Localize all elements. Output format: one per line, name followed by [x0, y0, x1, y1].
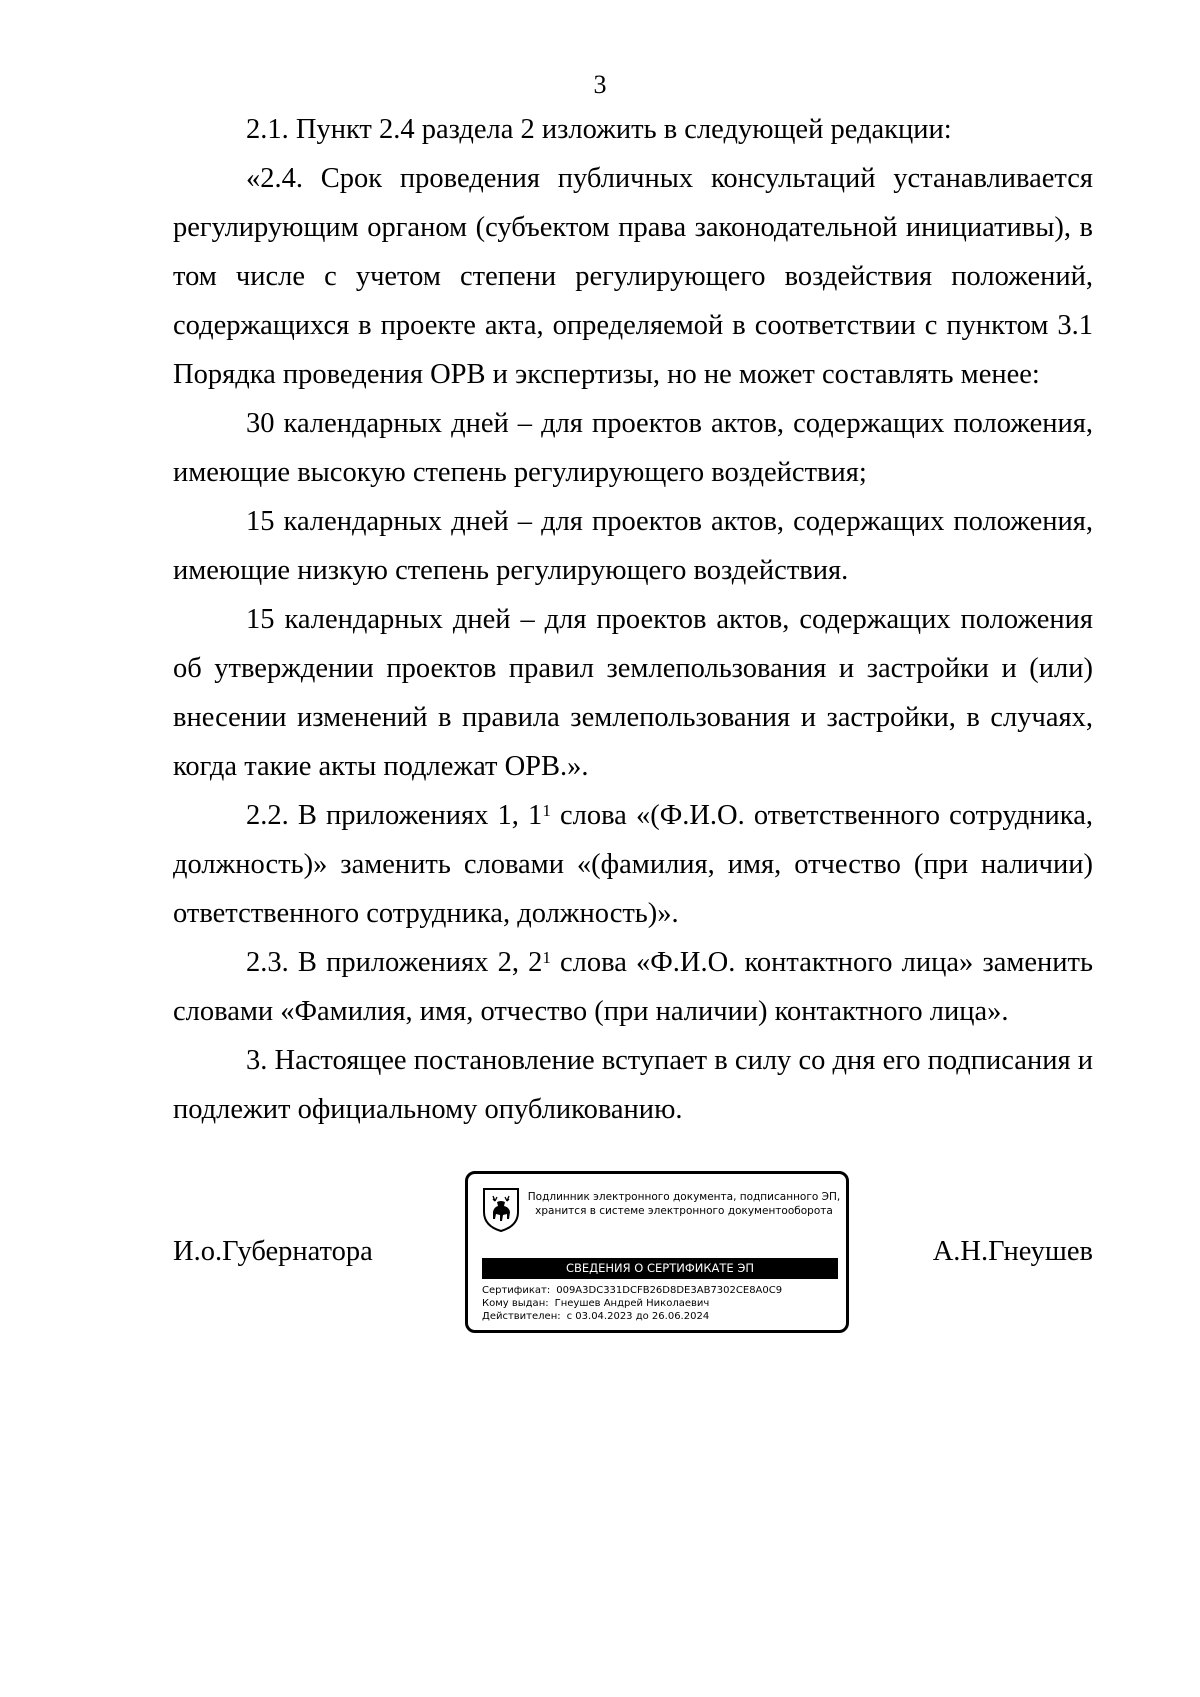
- superscript-1: 1: [542, 800, 551, 820]
- stamp-owner-row: [482, 1297, 842, 1310]
- paragraph-15-days-low: 15 календарных дней – для проектов актов, содержащих положения, имеющие низкую степень регулирующего воздействия.: [173, 506, 1093, 586]
- stamp-header-line-1: Подлинник электронного документа, подписанного ЭП,: [527, 1191, 841, 1203]
- stamp-header-line-2: хранится в системе электронного документооборота: [535, 1205, 833, 1217]
- paragraph-2-2-text-b: слова «(Ф.И.О. ответственного сотрудника, должность)» заменить словами «(фамилия, имя, отчество (при наличии) ответственного сотрудника, должность)».: [173, 800, 1093, 929]
- deer-coat-of-arms-icon: [481, 1186, 521, 1233]
- electronic-signature-stamp: [465, 1171, 849, 1333]
- stamp-cert-label: Сертификат:: [482, 1285, 551, 1296]
- stamp-certificate-bar: СВЕДЕНИЯ О СЕРТИФИКАТЕ ЭП: [482, 1258, 838, 1279]
- paragraph-2-2-text-a: 2.2. В приложениях 1, 1: [246, 800, 543, 831]
- stamp-cert-row: [482, 1284, 842, 1297]
- stamp-header: [524, 1190, 844, 1218]
- stamp-valid-row: [482, 1310, 842, 1323]
- paragraph-30-days-high: 30 календарных дней – для проектов актов, содержащих положения, имеющие высокую степень регулирующего воздействия;: [173, 408, 1093, 488]
- stamp-valid-value: с 03.04.2023 до 26.06.2024: [566, 1311, 710, 1322]
- stamp-valid-label: Действителен:: [482, 1311, 561, 1322]
- paragraph-2-3-text-b: слова «Ф.И.О. контактного лица» заменить словами «Фамилия, имя, отчество (при наличии) контактного лица».: [173, 947, 1094, 1027]
- paragraph-2-4-quote: «2.4. Срок проведения публичных консультаций устанавливается регулирующим органом (субъектом права законодательной инициативы), в том числе с учетом степени регулирующего воздействия положений, содержащихся в проекте акта, определяемой в соответствии с пунктом 3.1 Порядка проведения ОРВ и экспертизы, но не может составлять менее:: [173, 163, 1093, 390]
- paragraph-2-3-text-a: 2.3. В приложениях 2, 2: [246, 947, 543, 978]
- stamp-owner-label: Кому выдан:: [482, 1298, 549, 1309]
- signatory-name: А.Н.Гнеушев: [932, 1236, 1093, 1267]
- superscript-1: 1: [542, 947, 551, 967]
- paragraph-2-1: 2.1. Пункт 2.4 раздела 2 изложить в следующей редакции:: [246, 114, 952, 145]
- paragraph-2-3: [173, 938, 1093, 1036]
- signatory-position: И.о.Губернатора: [173, 1236, 373, 1267]
- stamp-certificate-info: [482, 1284, 842, 1323]
- document-body: [173, 105, 1093, 1134]
- stamp-owner-value: Гнеушев Андрей Николаевич: [554, 1298, 710, 1309]
- page-number: 3: [593, 70, 607, 99]
- paragraph-2-2: [173, 791, 1093, 938]
- paragraph-3: 3. Настоящее постановление вступает в силу со дня его подписания и подлежит официальному опубликованию.: [173, 1045, 1093, 1125]
- paragraph-15-days-land-use: 15 календарных дней – для проектов актов, содержащих положения об утверждении проектов правил землепользования и застройки и (или) внесении изменений в правила землепользования и застройки, в случаях, когда такие акты подлежат ОРВ.».: [173, 604, 1093, 782]
- stamp-cert-value: 009A3DC331DCFB26D8DE3AB7302CE8A0C9: [556, 1285, 783, 1296]
